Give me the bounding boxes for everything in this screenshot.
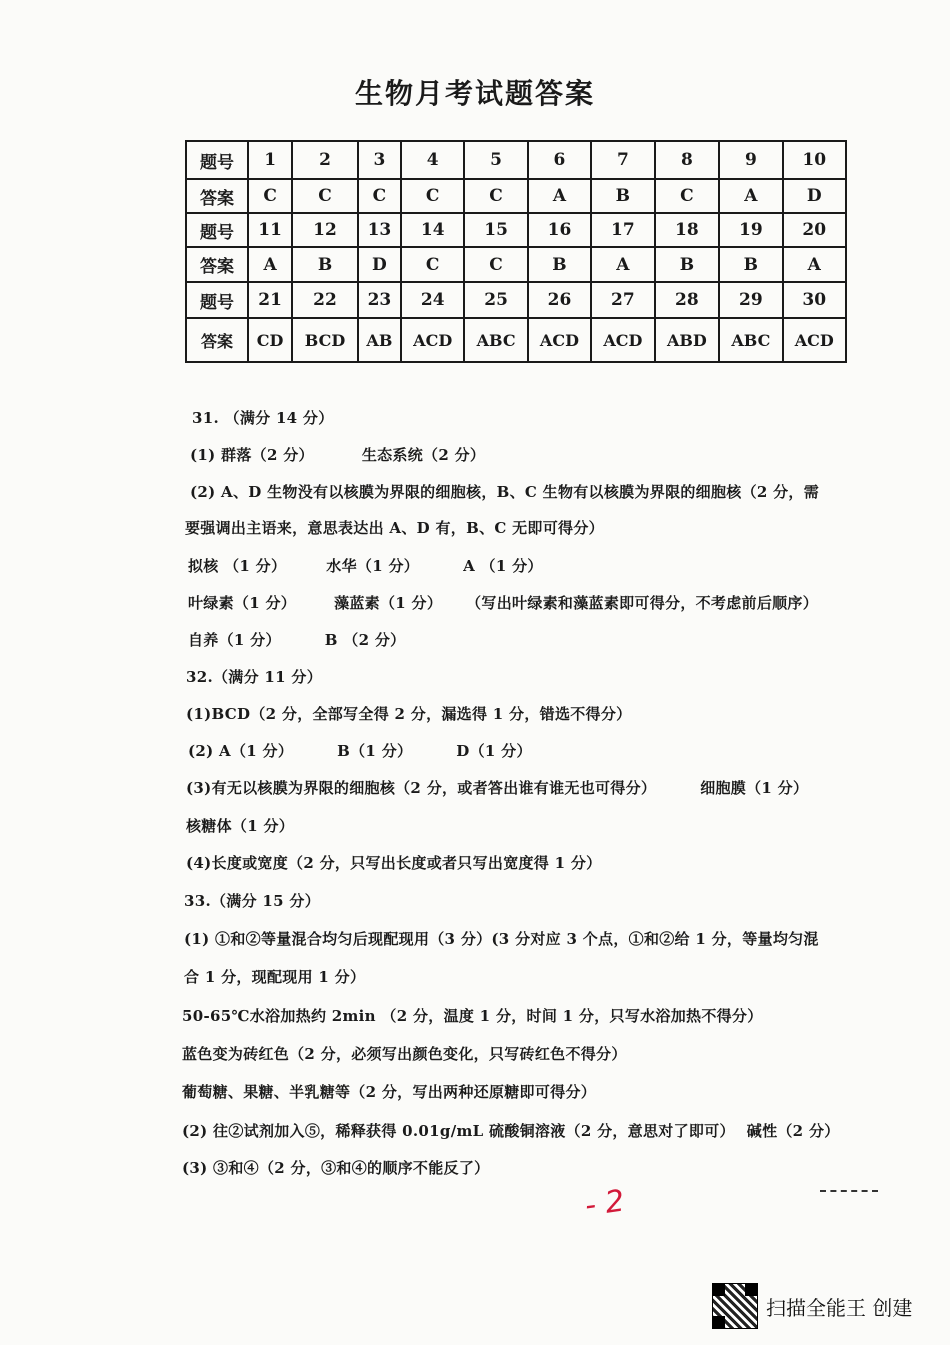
answer-line: (3) ③和④（2 分，③和④的顺序不能反了）	[182, 1159, 490, 1177]
scan-artifact-dash	[820, 1190, 878, 1192]
table-cell: ACD	[591, 318, 654, 362]
table-cell: 25	[464, 282, 527, 318]
q31-heading: 31. （满分 14 分）	[192, 409, 334, 427]
answer-line	[182, 1120, 840, 1141]
answer-text: (2) 往②试剂加入⑤，稀释获得 0.01g/mL 硫酸铜溶液（2 分，意思对了即可）	[182, 1122, 735, 1140]
answer-text: (2) A（1 分）	[188, 742, 294, 760]
table-row	[186, 318, 846, 362]
table-cell: 答案	[186, 247, 248, 282]
table-cell: ACD	[783, 318, 846, 362]
answer-text: 拟核 （1 分）	[188, 557, 287, 575]
answer-text: 叶绿素（1 分）	[188, 594, 297, 612]
table-cell: 题号	[186, 213, 248, 247]
answer-line: 核糖体（1 分）	[186, 817, 295, 835]
table-cell: 答案	[186, 318, 248, 362]
table-cell: 21	[248, 282, 292, 318]
table-cell: 12	[292, 213, 358, 247]
table-cell: 8	[655, 141, 720, 179]
table-cell: 题号	[186, 282, 248, 318]
table-cell: B	[719, 247, 782, 282]
table-cell: D	[358, 247, 401, 282]
answer-text: （写出叶绿素和藻蓝素即可得分，不考虑前后顺序）	[466, 594, 819, 612]
q33-heading: 33.（满分 15 分）	[184, 892, 321, 910]
answer-line: 蓝色变为砖红色（2 分，必须写出颜色变化，只写砖红色不得分）	[182, 1045, 627, 1063]
answer-text: 细胞膜（1 分）	[700, 779, 809, 797]
table-cell: ABD	[655, 318, 720, 362]
table-cell: 2	[292, 141, 358, 179]
answer-line: 合 1 分，现配现用 1 分）	[184, 968, 366, 986]
answer-text: D（1 分）	[456, 742, 532, 760]
answer-line	[188, 592, 818, 613]
answer-line	[188, 629, 405, 650]
table-cell: 13	[358, 213, 401, 247]
table-cell: C	[464, 247, 527, 282]
table-cell: A	[783, 247, 846, 282]
table-cell: A	[719, 179, 782, 213]
table-cell: 6	[528, 141, 591, 179]
table-cell: AB	[358, 318, 401, 362]
page-title: 生物月考试题答案	[354, 77, 595, 110]
table-row	[186, 247, 846, 282]
table-cell: A	[248, 247, 292, 282]
table-row	[186, 141, 846, 179]
qr-code-icon	[712, 1283, 758, 1329]
answer-line: 要强调出主语来，意思表达出 A、D 有，B、C 无即可得分）	[185, 519, 604, 537]
answer-text: 水华（1 分）	[326, 557, 420, 575]
answer-line	[190, 444, 485, 465]
table-cell: 29	[719, 282, 782, 318]
answer-table	[185, 140, 847, 363]
table-cell: 5	[464, 141, 527, 179]
table-cell: B	[591, 179, 654, 213]
table-cell: 3	[358, 141, 401, 179]
table-cell: 15	[464, 213, 527, 247]
table-cell: 题号	[186, 141, 248, 179]
table-cell: C	[401, 247, 464, 282]
table-cell: 7	[591, 141, 654, 179]
answer-text: (1) 群落（2 分）	[190, 446, 314, 464]
table-cell: 答案	[186, 179, 248, 213]
table-cell: 14	[401, 213, 464, 247]
answer-line: (1) ①和②等量混合均匀后现配现用（3 分）(3 分对应 3 个点，①和②给 1 分，等量均匀混	[184, 930, 819, 948]
answer-text: (3)有无以核膜为界限的细胞核（2 分，或者答出谁有谁无也可得分）	[186, 779, 657, 797]
table-cell: 18	[655, 213, 720, 247]
table-cell: 10	[783, 141, 846, 179]
table-cell: BCD	[292, 318, 358, 362]
table-cell: ACD	[528, 318, 591, 362]
answer-line: (2) A、D 生物没有以核膜为界限的细胞核，B、C 生物有以核膜为界限的细胞核（2 分，需	[190, 483, 820, 501]
table-cell: 17	[591, 213, 654, 247]
table-cell: 22	[292, 282, 358, 318]
table-cell: C	[464, 179, 527, 213]
answer-text: A （1 分）	[463, 557, 543, 575]
answer-text: B （2 分）	[324, 631, 406, 649]
table-cell: 4	[401, 141, 464, 179]
table-cell: 19	[719, 213, 782, 247]
answer-text: 碱性（2 分）	[746, 1122, 840, 1140]
table-row	[186, 282, 846, 318]
table-cell: 16	[528, 213, 591, 247]
table-cell: 26	[528, 282, 591, 318]
answer-text: 自养（1 分）	[188, 631, 281, 649]
table-row	[186, 179, 846, 213]
table-cell: B	[528, 247, 591, 282]
table-cell: 20	[783, 213, 846, 247]
table-cell: 9	[719, 141, 782, 179]
answer-line	[188, 555, 543, 576]
answer-text: 生态系统（2 分）	[361, 446, 486, 464]
answer-text: 藻蓝素（1 分）	[334, 594, 443, 612]
answer-line: (1)BCD（2 分，全部写全得 2 分，漏选得 1 分，错选不得分）	[186, 705, 632, 723]
answer-line	[186, 777, 808, 798]
table-cell: ABC	[464, 318, 527, 362]
q32-heading: 32.（满分 11 分）	[186, 668, 323, 686]
table-cell: C	[358, 179, 401, 213]
table-cell: 27	[591, 282, 654, 318]
table-cell: C	[248, 179, 292, 213]
watermark-text: 扫描全能王 创建	[766, 1295, 913, 1320]
table-cell: 11	[248, 213, 292, 247]
table-cell: C	[655, 179, 720, 213]
table-cell: A	[528, 179, 591, 213]
answer-line: 50-65℃水浴加热约 2min （2 分，温度 1 分，时间 1 分，只写水浴加热不得分）	[182, 1007, 763, 1025]
scanner-watermark	[712, 1283, 912, 1329]
table-cell: D	[783, 179, 846, 213]
answer-text: B（1 分）	[337, 742, 413, 760]
table-cell: 30	[783, 282, 846, 318]
table-cell: 23	[358, 282, 401, 318]
table-row	[186, 213, 846, 247]
table-cell: ABC	[719, 318, 782, 362]
answer-line: 葡萄糖、果糖、半乳糖等（2 分，写出两种还原糖即可得分）	[182, 1083, 597, 1101]
table-cell: B	[655, 247, 720, 282]
table-cell: 1	[248, 141, 292, 179]
handwritten-page-mark: - 2	[582, 1183, 627, 1224]
table-cell: A	[591, 247, 654, 282]
table-cell: ACD	[401, 318, 464, 362]
table-cell: 28	[655, 282, 720, 318]
table-cell: B	[292, 247, 358, 282]
table-cell: 24	[401, 282, 464, 318]
answer-line: (4)长度或宽度（2 分，只写出长度或者只写出宽度得 1 分）	[186, 854, 602, 872]
table-cell: CD	[248, 318, 292, 362]
table-cell: C	[292, 179, 358, 213]
table-cell: C	[401, 179, 464, 213]
answer-line	[188, 740, 532, 761]
